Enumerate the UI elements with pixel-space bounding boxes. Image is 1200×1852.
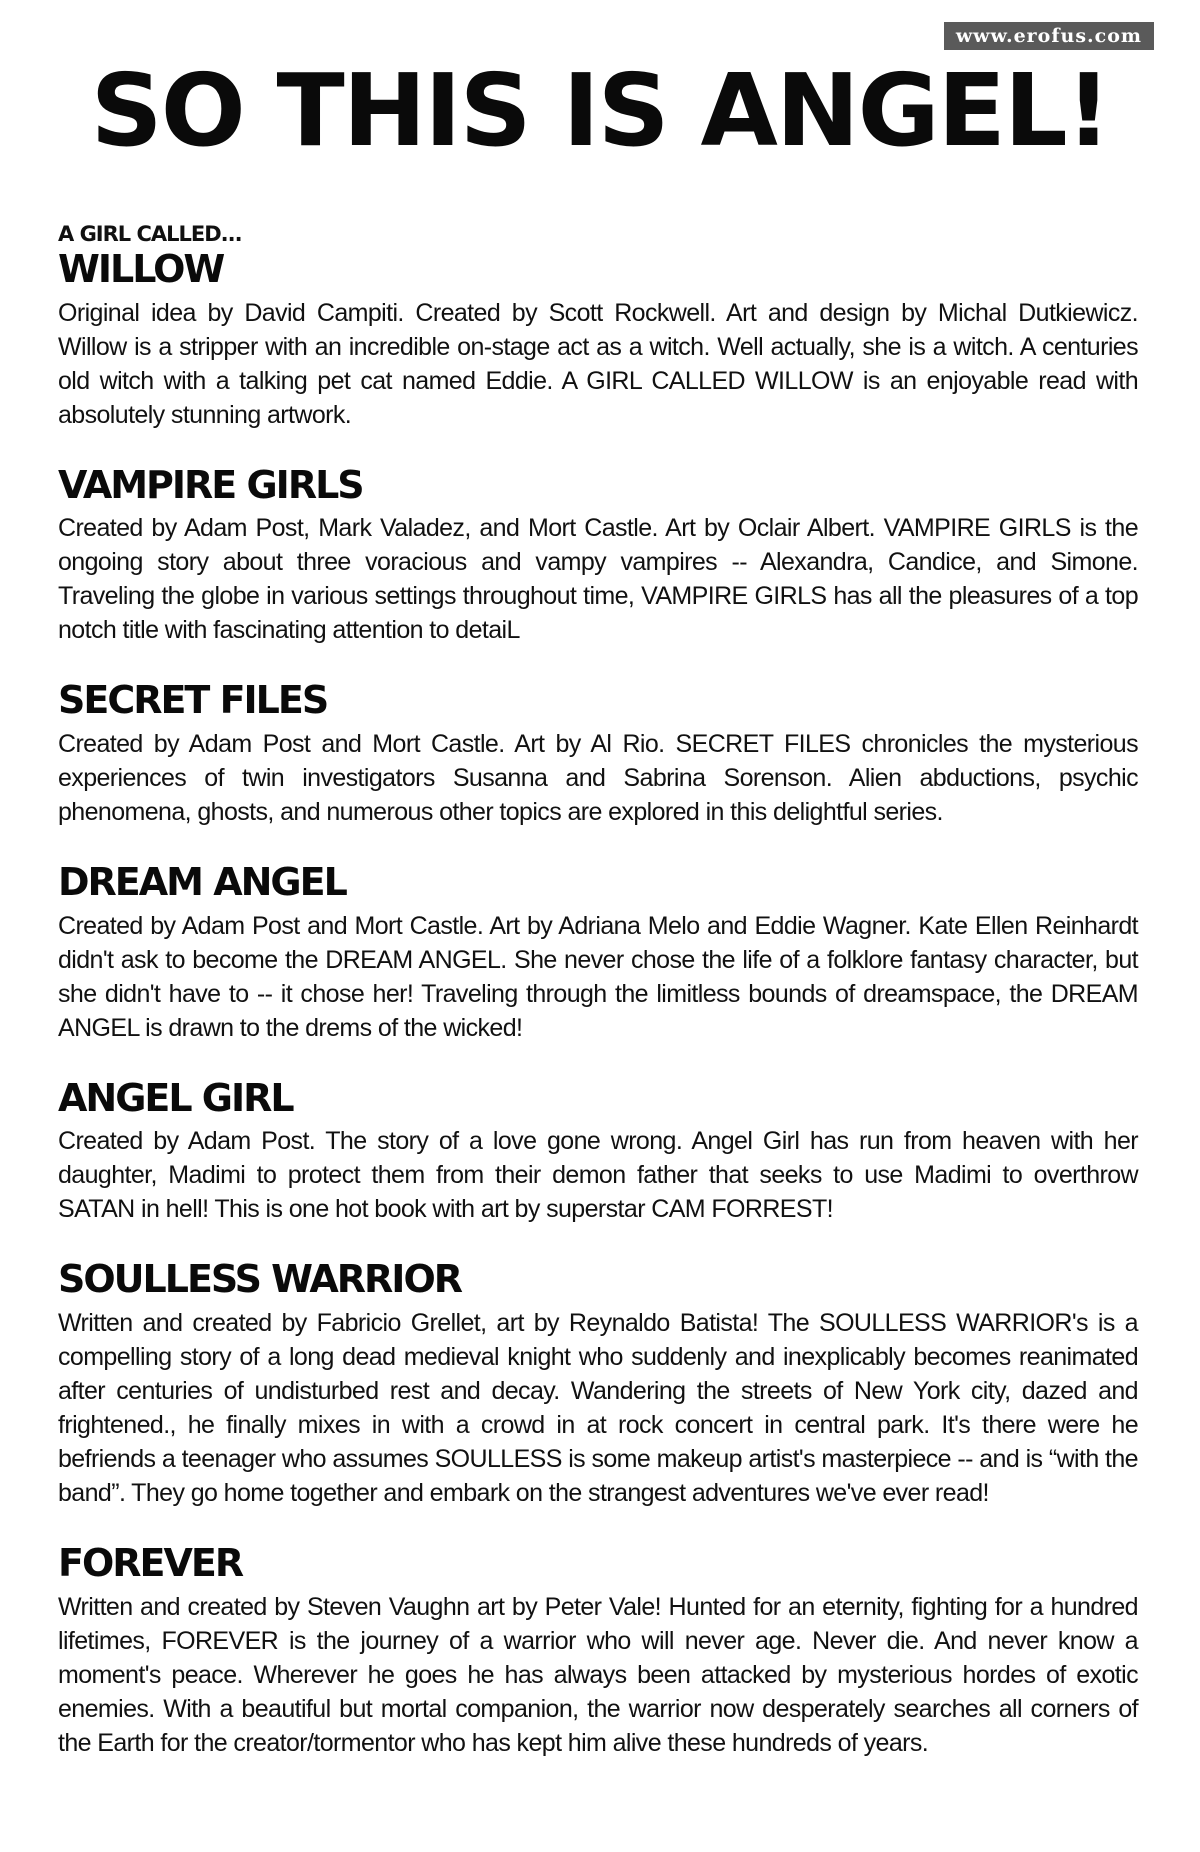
section-heading: SOULLESS WARRIOR [58,1257,462,1302]
section-willow [58,248,1138,432]
section-body: Created by Adam Post and Mort Castle. Art by Al Rio. SECRET FILES chronicles the mysterious experiences of twin investigators Susanna and Sabrina Sorenson. Alien abductions, psychic phenomena, ghosts, and numerous other topics are explored in this delightful series. [58,730,1138,827]
section-soulless-warrior [58,1258,1138,1510]
section-heading: VAMPIRE GIRLS [58,462,363,507]
section-heading: ANGEL GIRL [58,1075,293,1120]
article-body [58,222,1138,1760]
section-body: Original idea by David Campiti. Created by Scott Rockwell. Art and design by Michal Dutkiewicz. Willow is a stripper with an incredible on-stage act as a witch. Well actually, she is a witch. A centuries old witch with a talking pet cat named Eddie. A GIRL CALLED WILLOW is an enjoyable read with absolutely stunning artwork. [58,298,1138,429]
page-title: SO THIS IS ANGEL! [90,52,1110,169]
section-body: Created by Adam Post. The story of a love gone wrong. Angel Girl has run from heaven with her daughter, Madimi to protect them from their demon father that seeks to use Madimi to overthrow SATAN in hell! This is one hot book with art by superstar CAM FORREST! [58,1127,1138,1224]
section-heading: SECRET FILES [58,678,328,723]
section-heading: WILLOW [58,247,224,291]
section-secret-files [58,679,1138,829]
section-heading: FOREVER [58,1541,243,1586]
section-forever [58,1542,1138,1760]
section-body: Created by Adam Post, Mark Valadez, and Mort Castle. Art by Oclair Albert. VAMPIRE GIRLS is the ongoing story about three voracious and vampy vampires -- Alexandra, Candice, and Simone. Traveling the globe in various settings throughout time, VAMPIRE GIRLS has all the pleasures of a top notch title with fascinating attention to detaiL [58,514,1138,645]
section-vampire-girls [58,464,1138,648]
section-heading: DREAM ANGEL [58,860,346,905]
section-angel-girl [58,1077,1138,1227]
section-dream-angel [58,861,1138,1045]
kicker: A GIRL CALLED... [58,222,242,246]
watermark: www.erofus.com [944,22,1154,50]
section-body: Written and created by Steven Vaughn art by Peter Vale! Hunted for an eternity, fighting for a hundred lifetimes, FOREVER is the journey of a warrior who will never age. Never die. And never know a moment's peace. Wherever he goes he has always been attacked by mysterious hordes of exotic enemies. With a beautiful but mortal companion, the warrior now desperately searches all corners of the Earth for the creator/tormentor who has kept him alive these hundreds of years. [58,1592,1138,1757]
section-body: Written and created by Fabricio Grellet, art by Reynaldo Batista! The SOULLESS WARRIOR's is a compelling story of a long dead medieval knight who suddenly and inexplicably becomes reanimated after centuries of undisturbed rest and decay. Wandering the streets of New York city, dazed and frightened., he finally mixes in with a crowd in at rock concert in central park. It's there were he befriends a teenager who assumes SOULLESS is some makeup artist's masterpiece -- and is “with the band”. They go home together and embark on the strangest adventures we've ever read! [58,1309,1138,1508]
section-body: Created by Adam Post and Mort Castle. Art by Adriana Melo and Eddie Wagner. Kate Ellen Reinhardt didn't ask to become the DREAM ANGEL. She never chose the life of a folklore fantasy character, but she didn't have to -- it chose her! Traveling through the limitless bounds of dreamspace, the DREAM ANGEL is drawn to the drems of the wicked! [58,911,1138,1042]
